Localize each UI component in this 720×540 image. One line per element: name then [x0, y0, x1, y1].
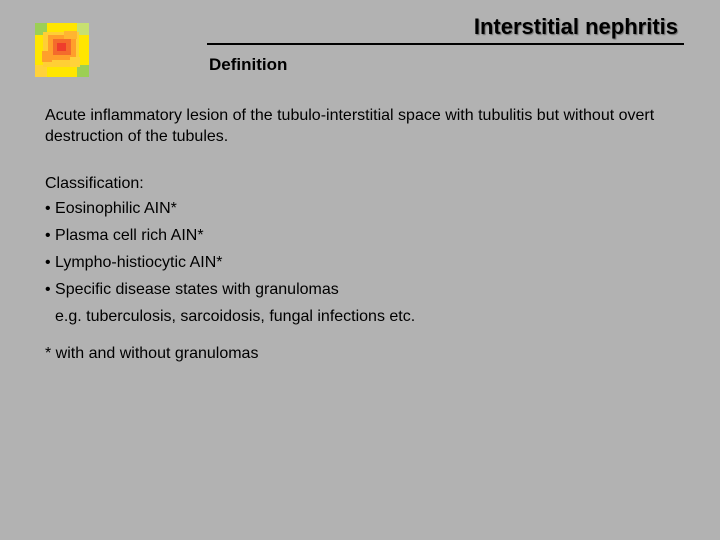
classification-heading: Classification: [45, 175, 144, 192]
classification-list [45, 198, 665, 306]
classification-item-lympho-histiocytic: • Lympho-histiocytic AIN* [45, 254, 223, 271]
slide-content [45, 105, 665, 364]
classification-item-eosinophilic: • Eosinophilic AIN* [45, 200, 177, 217]
classification-item-granulomas: • Specific disease states with granulomas [45, 281, 339, 298]
slide-title: Interstitial nephritis [473, 14, 678, 39]
title-divider [207, 43, 684, 45]
granuloma-examples: e.g. tuberculosis, sarcoidosis, fungal infections etc. [55, 308, 416, 325]
pixel-mosaic-logo-icon [35, 23, 89, 77]
classification-item-plasma-cell: • Plasma cell rich AIN* [45, 227, 204, 244]
footnote: * with and without granulomas [45, 345, 259, 362]
section-heading: Definition [209, 55, 288, 74]
definition-text: Acute inflammatory lesion of the tubulo-interstitial space with tubulitis but without overt destruction of the tubules. [45, 107, 655, 145]
